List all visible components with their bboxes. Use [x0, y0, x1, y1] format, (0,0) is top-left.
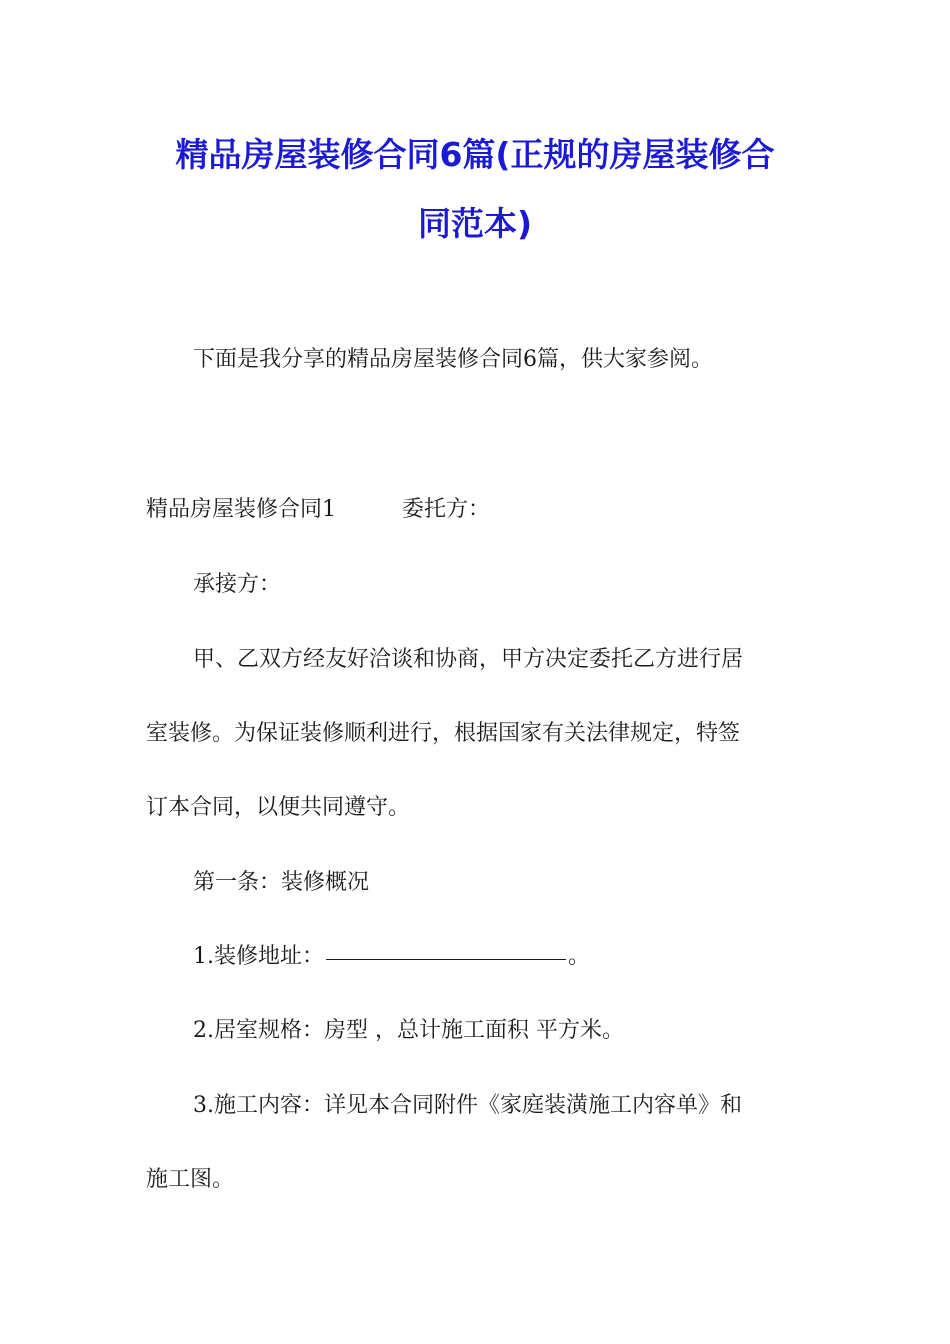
agreement-paragraph-line-3: 订本合同，以便共同遵守。: [146, 795, 411, 820]
contractor-label: 承接方：: [193, 572, 282, 597]
client-label: 委托方：: [402, 497, 491, 522]
contract-heading: 精品房屋装修合同1: [146, 497, 336, 522]
item-3-line-1: 3.施工内容：详见本合同附件《家庭装潢施工内容单》和: [193, 1093, 742, 1118]
item-2-room-spec: 2.居室规格：房型 ，总计施工面积 平方米。: [193, 1018, 624, 1043]
document-title-line-1: 精品房屋装修合同6篇(正规的房屋装修合: [175, 135, 775, 174]
intro-paragraph: 下面是我分享的精品房屋装修合同6篇，供大家参阅。: [193, 347, 713, 372]
agreement-paragraph-line-2: 室装修。为保证装修顺利进行，根据国家有关法律规定，特签: [146, 721, 741, 746]
item-1-address: [193, 946, 590, 968]
item-3-line-2: 施工图。: [146, 1167, 235, 1192]
document-title-line-2: 同范本): [417, 204, 533, 243]
agreement-paragraph-line-1: 甲、乙双方经友好洽谈和协商，甲方决定委托乙方进行居: [193, 647, 744, 672]
item-1-period: 。: [568, 944, 591, 969]
address-blank-line: [326, 959, 566, 960]
article-1-heading: 第一条：装修概况: [193, 870, 370, 895]
item-1-label: 1.装修地址：: [193, 944, 324, 969]
